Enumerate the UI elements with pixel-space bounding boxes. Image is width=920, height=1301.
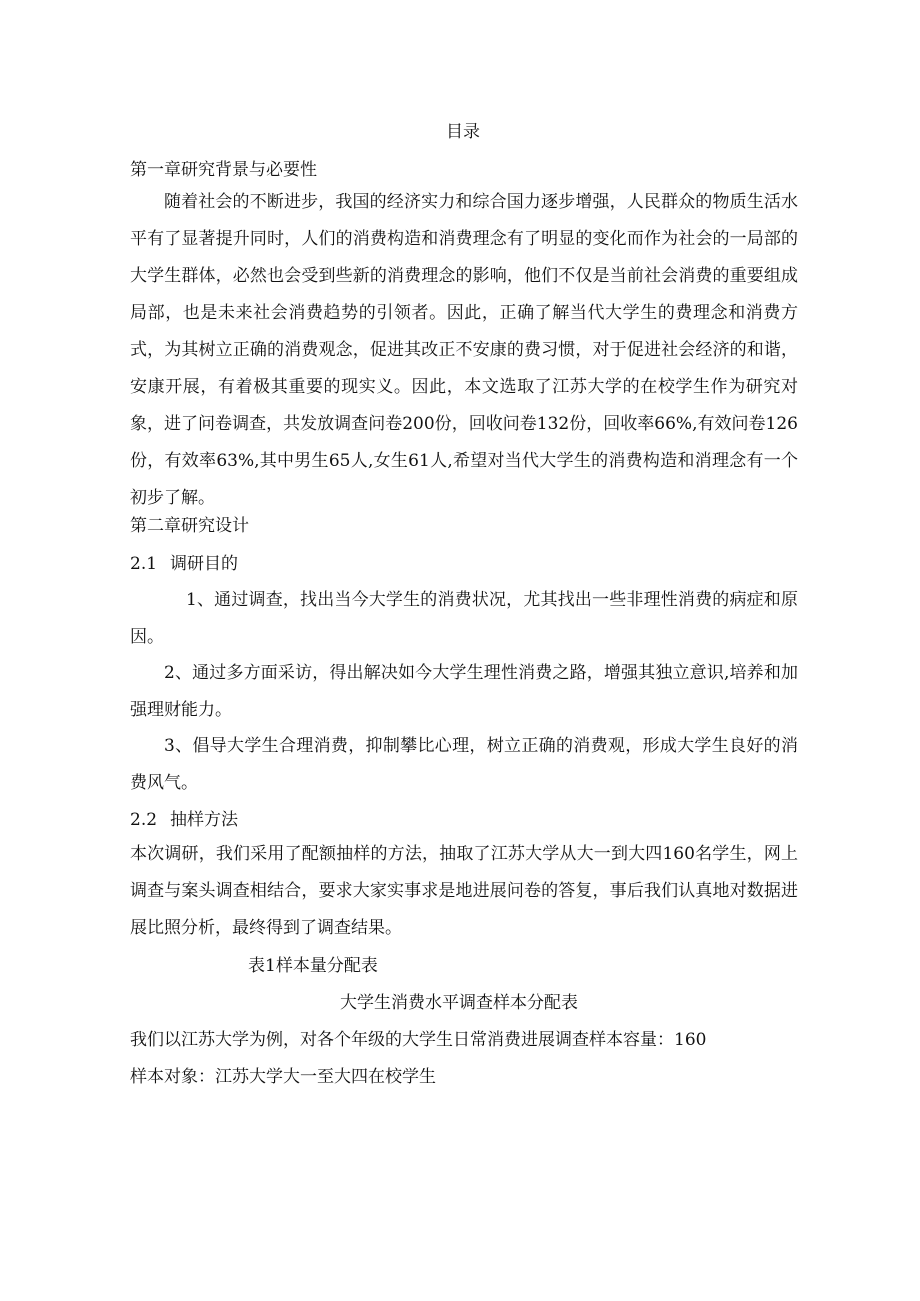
chapter1-paragraph: 随着社会的不断进步，我国的经济实力和综合国力逐步增强，人民群众的物质生活水平有了显著提升同时，人们的消费构造和消费理念有了明显的变化而作为社会的一局部的大学生群体，必然也会受到些新的消费理念的影响，他们不仅是当前社会消费的重要组成局部，也是未来社会消费趋势的引领者。因此，正确了解当代大学生的费理念和消费方式，为其树立正确的消费观念，促进其改正不安康的费习惯，对于促进社会经济的和谐，安康开展，有着极其重要的现实义。因此，本文选取了江苏大学的在校学生作为研究对象，进了问卷调查，共发放调查问卷200份，回收问卷132份，回收率66%,有效问卷126份，有效率63%,其中男生65人,女生61人,希望对当代大学生的消费构造和消理念有一个初步了解。 (130, 192, 798, 508)
toc-title: 目录 (446, 122, 480, 142)
section-title: 抽样方法 (170, 810, 238, 830)
section-number: 2.1 (130, 554, 158, 574)
table-title: 大学生消费水平调查样本分配表 (340, 993, 578, 1013)
section-2-1-heading (130, 554, 238, 574)
goal-item-2: 2、通过多方面采访，得出解决如今大学生理性消费之路，增强其独立意识,培养和加强理财能力。 (130, 663, 798, 720)
section-title: 调研目的 (170, 554, 238, 574)
chapter2-heading: 第二章研究设计 (130, 516, 249, 536)
section-2-2-heading (130, 810, 238, 830)
chapter1-heading: 第一章研究背景与必要性 (130, 160, 317, 180)
table-caption: 表1样本量分配表 (248, 956, 378, 976)
goal-item-1: 1、通过调查，找出当今大学生的消费状况，尤其找出一些非理性消费的病症和原因。 (130, 590, 798, 647)
sample-size-line: 我们以江苏大学为例，对各个年级的大学生日常消费进展调查样本容量：160 (130, 1030, 707, 1050)
goal-item-3: 3、倡导大学生合理消费，抑制攀比心理，树立正确的消费观，形成大学生良好的消费风气。 (130, 736, 798, 793)
section-number: 2.2 (130, 810, 158, 830)
sampling-paragraph: 本次调研，我们采用了配额抽样的方法，抽取了江苏大学从大一到大四160名学生，网上调查与案头调查相结合，要求大家实事求是地进展问卷的答复，事后我们认真地对数据进展比照分析，最终得到了调查结果。 (130, 844, 798, 938)
sample-object-line: 样本对象：江苏大学大一至大四在校学生 (130, 1067, 436, 1087)
